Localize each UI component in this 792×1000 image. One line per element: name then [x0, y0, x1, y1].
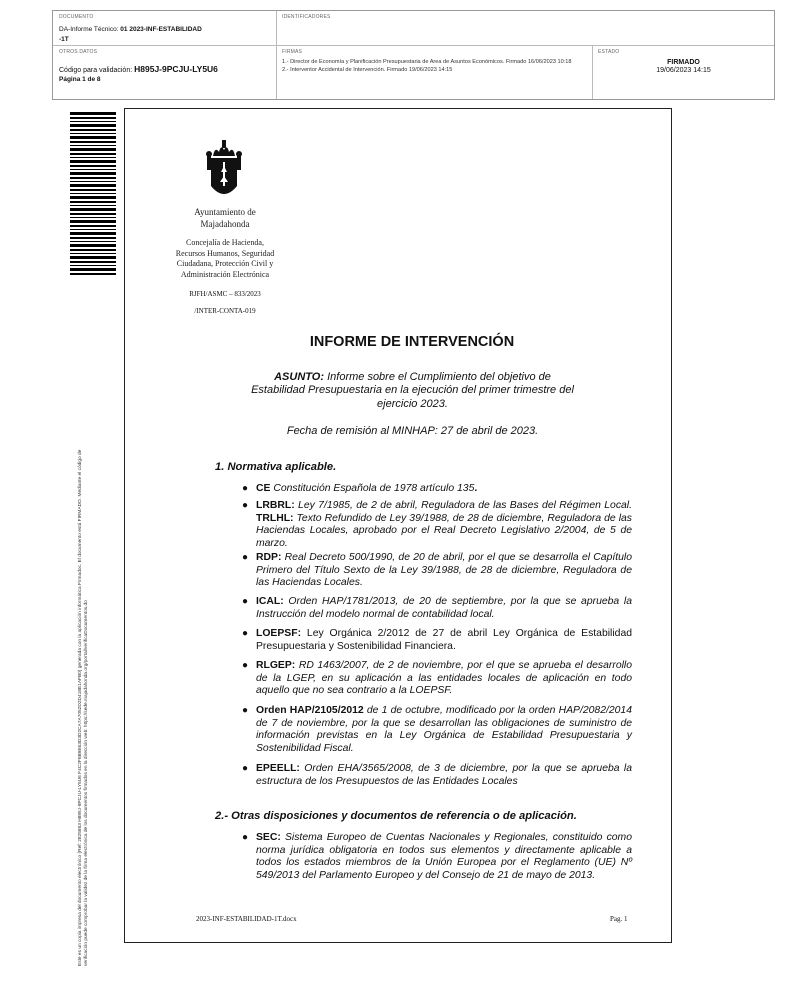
status-value: FIRMADO: [667, 59, 700, 66]
identifiers-cell: [277, 11, 774, 46]
section-1-heading: 1. Normativa aplicable.: [215, 461, 337, 473]
verification-side-text: Este es un copia impresa del documento electrónico (Ref: 2825853 H895J-9PCJU-LY5U6 F4C2F6B9E63D3D2CA7A7052D2D418E1AFB0) generada con la aplicación informática Firmadoc. El documento está FIRMADO. Mediante el código de verificación puede comprobar la validez de la firma electrónica de los documentos firmados en la dirección web: https://sede.majadahonda.org/portal/verificaDocumentos.do: [78, 449, 90, 966]
signature-2: 2.- Interventor Accidental de Intervención. Firmado 19/06/2023 14:15: [282, 67, 453, 74]
footer-page-number: Pag. 1: [610, 915, 628, 923]
status-caption: ESTADO: [598, 49, 620, 55]
report-title: INFORME DE INTERVENCIÓN: [309, 334, 515, 350]
list-item: ● CE Constitución Española de 1978 artículo 135.: [242, 483, 478, 494]
signature-header: [52, 10, 775, 100]
other-data-caption: OTROS DATOS: [59, 49, 98, 55]
reference-code-1: RJFH/ASMC – 833/2023: [189, 290, 261, 298]
department-name: Concejalía de Hacienda, Recursos Humanos, Seguridad Ciudadana, Protección Civil y Administración Electrónica: [175, 238, 275, 279]
list-item: ● EPEELL: Orden EHA/3565/2008, de 3 de diciembre, por la que se aprueba la estructura de los Presupuestos de las Entidades Locales: [242, 763, 633, 787]
status-cell: [593, 46, 774, 99]
section-2-heading: 2.- Otras disposiciones y documentos de referencia o de aplicación.: [215, 810, 577, 822]
page-count: Página 1 de 8: [59, 76, 101, 83]
organization-name: Ayuntamiento de Majadahonda: [194, 207, 256, 229]
list-item: ● ICAL: Orden HAP/1781/2013, de 20 de septiembre, por la que se aprueba la Instrucción del modelo normal de contabilidad local.: [242, 596, 632, 620]
document-caption: DOCUMENTO: [59, 14, 94, 20]
other-data-cell: [53, 46, 277, 99]
list-item: ● Orden HAP/2105/2012 de 1 de octubre, modificado por la orden HAP/2082/2014 de 7 de noviembre, por la que se desarrollan las obligaciones de suministro de información previstas en la Ley Orgánica de Estabilidad Presupuestaria y Sostenibilidad Fiscal.: [242, 705, 632, 754]
barcode-icon: [70, 112, 116, 276]
submission-date: Fecha de remisión al MINHAP: 27 de abril de 2023.: [286, 425, 539, 437]
signatures-cell: [277, 46, 593, 99]
signatures-caption: FIRMAS: [282, 49, 303, 55]
footer-filename: 2023-INF-ESTABILIDAD-1T.docx: [196, 915, 297, 923]
list-item: ● RLGEP: RD 1463/2007, de 2 de noviembre, por el que se aprueba el desarrollo de la LGEP, en su aplicación a las entidades locales de aplicación en todo aquello que no sea contrario a la LOEPSF.: [242, 660, 632, 697]
identifiers-caption: IDENTIFICADORES: [282, 14, 331, 20]
list-item: ● LRBRL: Ley 7/1985, de 2 de abril, Reguladora de las Bases del Régimen Local. TRLHL: Texto Refundido de Ley 39/1988, de 28 de diciembre, Reguladora de las Haciendas Locales, aprobado por el Real Decreto Legislativo 2/2004, de 5 de marzo.: [242, 500, 632, 549]
validation-code: Código para validación: H895J-9PCJU-LY5U6: [59, 64, 218, 74]
crest-logo-icon: [201, 140, 247, 202]
signature-1: 1.- Director de Economía y Planificación Presupuestaria de Area de Asuntos Económicos. Firmado 16/06/2023 10:18: [282, 59, 572, 65]
report-subject: ASUNTO: Informe sobre el Cumplimiento del objetivo de Estabilidad Presupuestaria en la ejecución del primer trimestre del ejercicio 2023.: [251, 371, 574, 410]
list-item: ● SEC: Sistema Europeo de Cuentas Nacionales y Regionales, constituido como norma jurídica obligatoria en todos sus elementos y directamente aplicable a todos los estados miembros de la Unión Europea por el Reglamento (UE) Nº 549/2013 del Parlamento Europeo y del Consejo de 21 de mayo de 2013.: [242, 832, 632, 881]
signature-list: [282, 58, 587, 74]
reference-code-2: /INTER-CONTA-019: [194, 307, 256, 315]
status-date: 19/06/2023 14:15: [656, 67, 711, 74]
document-title: DA-Informe Técnico: 01 2023-INF-ESTABILIDAD -1T: [59, 26, 202, 43]
list-item: ● LOEPSF: Ley Orgánica 2/2012 de 27 de abril Ley Orgánica de Estabilidad Presupuestaria y Sostenibilidad Financiera.: [242, 628, 632, 652]
list-item: ● RDP: Real Decreto 500/1990, de 20 de abril, por el que se desarrolla el Capítulo Primero del Título Sexto de la Ley 39/1988, de 28 de diciembre, Reguladora de las Haciendas Locales.: [242, 552, 633, 589]
document-cell: [53, 11, 277, 46]
